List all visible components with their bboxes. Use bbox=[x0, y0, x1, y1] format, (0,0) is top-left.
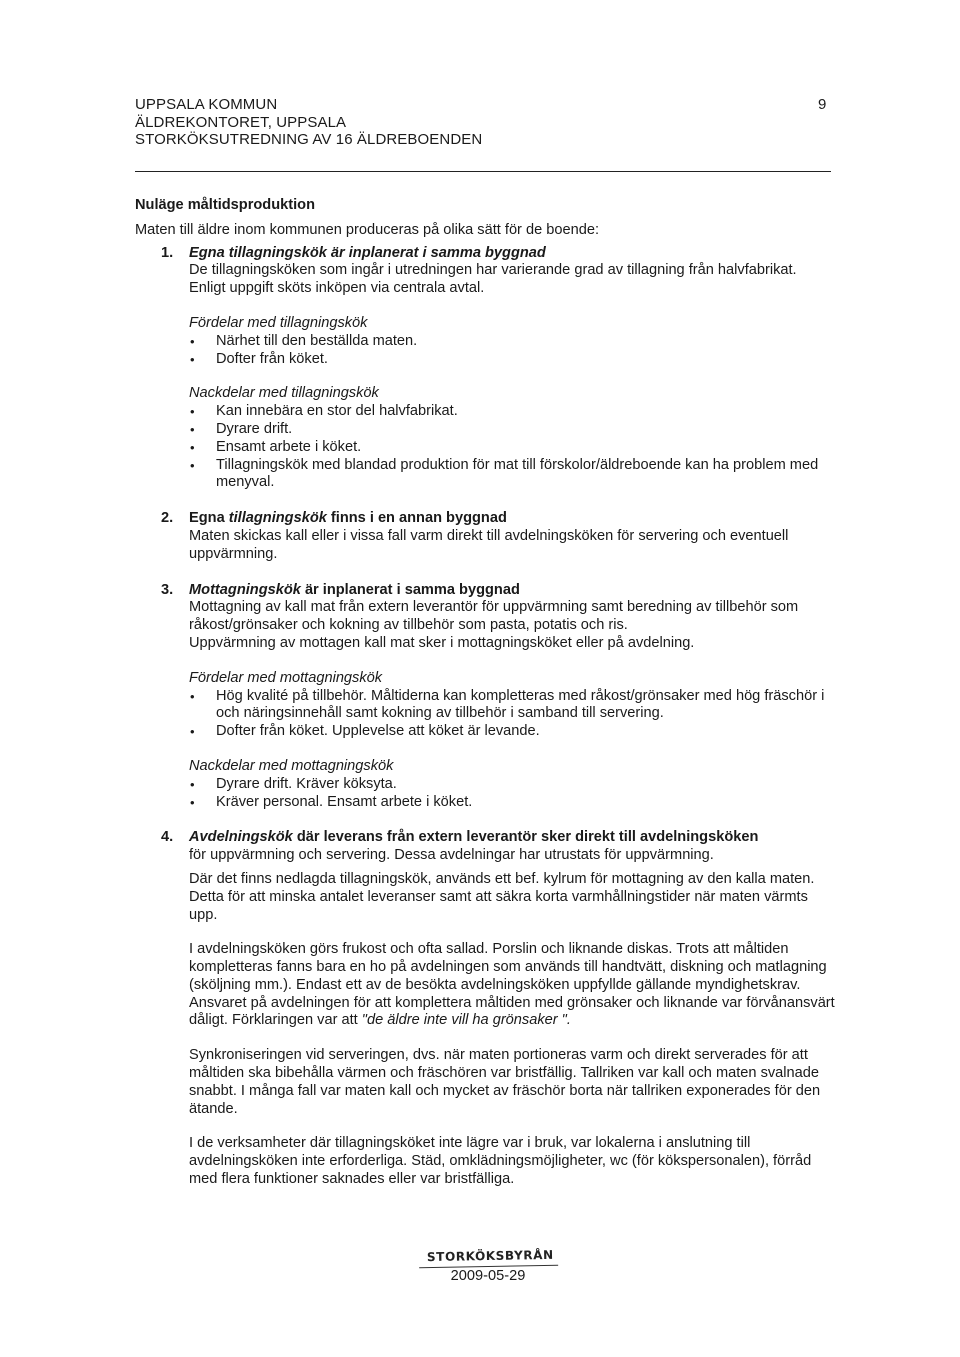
pros-title: Fördelar med mottagningskök bbox=[189, 669, 383, 686]
list-bullet: • Tillagningskök med blandad produktion för mat till förskolor/äldreboende kan ha problem med menyval. bbox=[189, 457, 835, 493]
paragraph-text: I avdelningsköken görs frukost och ofta sallad. Porslin och liknande diskas. Trots att måltiden kompletteras fanns bara en ho på avdelningen som används till handtvätt, diskning och matlagning (sköljning mm.). Endast ett av de besökta avdelningsköken uppfyllde gällande myndighetskrav. Ansvaret på avdelningen för att komplettera måltiden med grönsaker och liknande var förvånansvärt dåligt. Förklaringen var att bbox=[189, 941, 835, 1029]
list-bullet: • Närhet till den beställda maten. bbox=[189, 333, 835, 351]
pros-list bbox=[189, 688, 835, 741]
list-bullet: • Hög kvalité på tillbehör. Måltiderna kan kompletteras med råkost/grönsaker med hög fräschör i och näringsinnehåll samt kokning av tillbehör i samband till servering. bbox=[189, 688, 835, 724]
item-text: De tillagningsköken som ingår i utredningen har varierande grad av tillagning från halvfabrikat. bbox=[189, 262, 797, 279]
cons-title: Nackdelar med mottagningskök bbox=[189, 757, 394, 774]
header-divider bbox=[135, 171, 831, 172]
item-text: för uppvärmning och servering. Dessa avdelningar har utrustats för uppvärmning. bbox=[189, 847, 714, 864]
header-report-title: STORKÖKSUTREDNING AV 16 ÄLDREBOENDEN bbox=[135, 131, 483, 148]
header-department: ÄLDREKONTORET, UPPSALA bbox=[135, 113, 347, 131]
item-paragraph: Där det finns nedlagda tillagningskök, används ett bef. kylrum för mottagning av den kalla maten. Detta för att minska antalet leveranser samt att säkra korta varmhållningstider när maten värmts upp. bbox=[189, 870, 815, 923]
item-text: Maten skickas kall eller i vissa fall varm direkt till avdelningsköken för servering och eventuell uppvärmning. bbox=[189, 527, 789, 562]
item-heading bbox=[189, 829, 835, 847]
list-item-3 bbox=[135, 582, 835, 812]
list-item-1 bbox=[135, 245, 835, 493]
company-stamp: STORKÖKSBYRÅN bbox=[418, 1247, 557, 1268]
item-heading-emphasis: Avdelningskök bbox=[189, 829, 293, 846]
document-body bbox=[135, 197, 835, 1189]
item-heading bbox=[189, 245, 835, 263]
item-text: Mottagning av kall mat från extern leverantör för uppvärmning samt beredning av tillbehör som råkost/grönsaker och kokning av tillbehör som pasta, potatis och ris. bbox=[189, 599, 799, 634]
header-organization: UPPSALA KOMMUN bbox=[135, 96, 278, 113]
list-bullet: • Dofter från köket. bbox=[189, 351, 835, 369]
item-heading bbox=[189, 510, 835, 528]
list-bullet: • Dyrare drift. Kräver köksyta. bbox=[189, 776, 835, 794]
item-number: 2. bbox=[161, 510, 174, 527]
list-item-2 bbox=[135, 510, 835, 563]
cons-list bbox=[189, 403, 835, 492]
item-heading-emphasis: tillagningskök bbox=[228, 510, 327, 527]
section-title: Nuläge måltidsproduktion bbox=[135, 197, 315, 213]
list-item-4 bbox=[135, 829, 835, 1189]
item-paragraph: Synkroniseringen vid serveringen, dvs. när maten portioneras varm och direkt serverades för att måltiden ska bibehålla värmen och fräschören var bristfällig. Tallriken var kall och maten svalnade snabbt. I många fall var maten kall och mycket av fräschör borta när tallriken exponerades för den ätande. bbox=[189, 1047, 821, 1117]
signature-block bbox=[413, 1248, 563, 1286]
list-bullet: • Dofter från köket. Upplevelse att köket är levande. bbox=[189, 723, 835, 741]
item-heading-text: där leverans från extern leverantör sker direkt till avdelningsköken bbox=[292, 829, 759, 846]
item-heading-text: är inplanerat i samma byggnad bbox=[300, 581, 520, 598]
item-text: Uppvärmning av mottagen kall mat sker i mottagningsköket eller på avdelning. bbox=[189, 634, 695, 651]
paragraph-quote: "de äldre inte vill ha grönsaker ". bbox=[361, 1012, 571, 1029]
item-text: Enligt uppgift sköts inköpen via centrala avtal. bbox=[189, 280, 485, 297]
item-heading-text: Egna bbox=[189, 510, 229, 527]
cons-title: Nackdelar med tillagningskök bbox=[189, 385, 379, 402]
document-header bbox=[135, 96, 835, 149]
item-number: 3. bbox=[161, 581, 174, 598]
list-bullet: • Ensamt arbete i köket. bbox=[189, 439, 835, 457]
list-bullet: • Kräver personal. Ensamt arbete i köket. bbox=[189, 794, 835, 812]
item-number: 4. bbox=[161, 829, 174, 846]
pros-title: Fördelar med tillagningskök bbox=[189, 314, 368, 331]
list-bullet: • Dyrare drift. bbox=[189, 421, 835, 439]
item-heading-text: Egna tillagningskök är inplanerat i samma byggnad bbox=[189, 244, 546, 261]
item-paragraph: I de verksamheter där tillagningsköket inte lägre var i bruk, var lokalerna i anslutning till avdelningsköken inte erforderliga. Städ, omklädningsmöjligheter, wc (för kökspersonalen), förråd med flera funktioner saknades eller var bristfälliga. bbox=[189, 1135, 812, 1188]
item-heading-emphasis: Mottagningskök bbox=[189, 581, 301, 598]
signature-date: 2009-05-29 bbox=[450, 1267, 526, 1284]
section-intro: Maten till äldre inom kommunen produceras på olika sätt för de boende: bbox=[135, 221, 600, 238]
pros-list bbox=[189, 333, 835, 369]
item-paragraph bbox=[189, 941, 835, 1030]
item-heading-text: finns i en annan byggnad bbox=[326, 510, 507, 527]
item-number: 1. bbox=[161, 244, 174, 261]
list-bullet: • Kan innebära en stor del halvfabrikat. bbox=[189, 403, 835, 421]
cons-list bbox=[189, 776, 835, 812]
item-heading bbox=[189, 582, 835, 600]
page-number: 9 bbox=[818, 96, 827, 113]
